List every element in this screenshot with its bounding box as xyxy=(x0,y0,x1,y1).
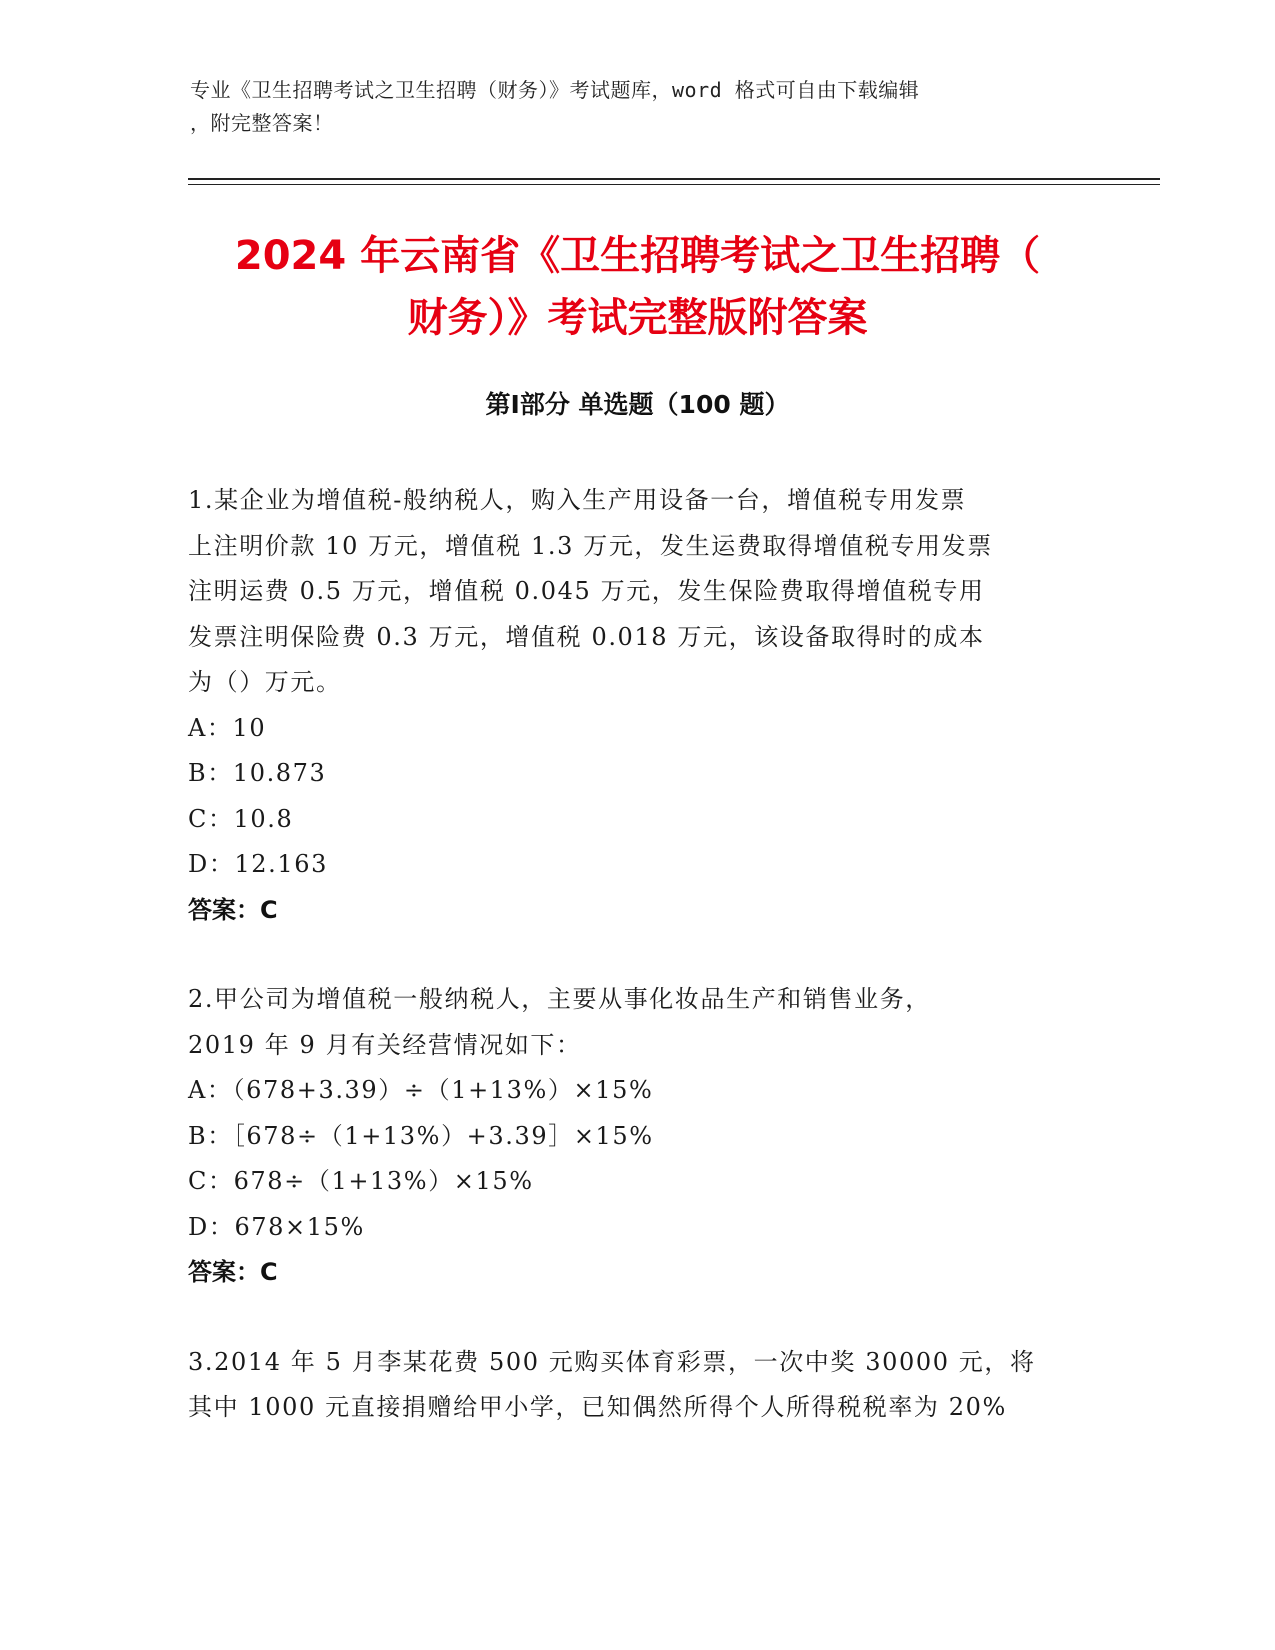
question-stem-line: 发票注明保险费 0.3 万元，增值税 0.018 万元，该设备取得时的成本 xyxy=(188,622,985,651)
document-title-line: 2024 年云南省《卫生招聘考试之卫生招聘（ xyxy=(234,233,1041,279)
section-title: 第Ⅰ部分 单选题（100 题） xyxy=(485,390,790,419)
question-stem-line: 3.2014 年 5 月李某花费 500 元购买体育彩票，一次中奖 30000 元，将 xyxy=(188,1347,1036,1376)
option-b: B：［678÷（1+13%）+3.39］×15% xyxy=(188,1121,654,1150)
question-stem-line: 注明运费 0.5 万元，增值税 0.045 万元，发生保险费取得增值税专用 xyxy=(188,577,985,605)
header-divider xyxy=(188,178,1160,180)
option-d: D：678×15% xyxy=(188,1212,365,1241)
question-stem-line: 上注明价款 10 万元，增值税 1.3 万元，发生运费取得增值税专用发票 xyxy=(188,531,993,560)
option-b: B：10.873 xyxy=(188,759,327,787)
header-divider-thin xyxy=(188,184,1160,185)
option-c: C：678÷（1+13%）×15% xyxy=(188,1167,534,1195)
option-d: D：12.163 xyxy=(188,850,329,878)
document-title xyxy=(150,225,1125,349)
document-title-line: 财务）》考试完整版附答案 xyxy=(407,295,868,341)
header-note-line: 专业《卫生招聘考试之卫生招聘（财务）》考试题库，word 格式可自由下载编辑 xyxy=(190,78,920,102)
header-note-line: ，附完整答案！ xyxy=(190,111,334,135)
answer: 答案：C xyxy=(188,895,278,924)
header-note xyxy=(190,74,1090,140)
question-1 xyxy=(188,478,1088,933)
answer: 答案：C xyxy=(188,1258,278,1286)
question-stem-line: 2.甲公司为增值税一般纳税人，主要从事化妆品生产和销售业务， xyxy=(188,985,931,1013)
option-a: A：10 xyxy=(188,713,267,742)
question-stem-line: 2019 年 9 月有关经营情况如下： xyxy=(188,1030,582,1059)
question-2 xyxy=(188,977,1088,1296)
question-stem-line: 其中 1000 元直接捐赠给甲小学，已知偶然所得个人所得税税率为 20% xyxy=(188,1393,1007,1421)
option-a: A：（678+3.39）÷（1+13%）×15% xyxy=(188,1076,654,1104)
question-list xyxy=(188,478,1088,1475)
option-c: C：10.8 xyxy=(188,804,294,833)
question-stem-line: 1.某企业为增值税-般纳税人，购入生产用设备一台，增值税专用发票 xyxy=(188,486,967,514)
question-stem-line: 为（）万元。 xyxy=(188,668,342,696)
question-3 xyxy=(188,1340,1088,1431)
